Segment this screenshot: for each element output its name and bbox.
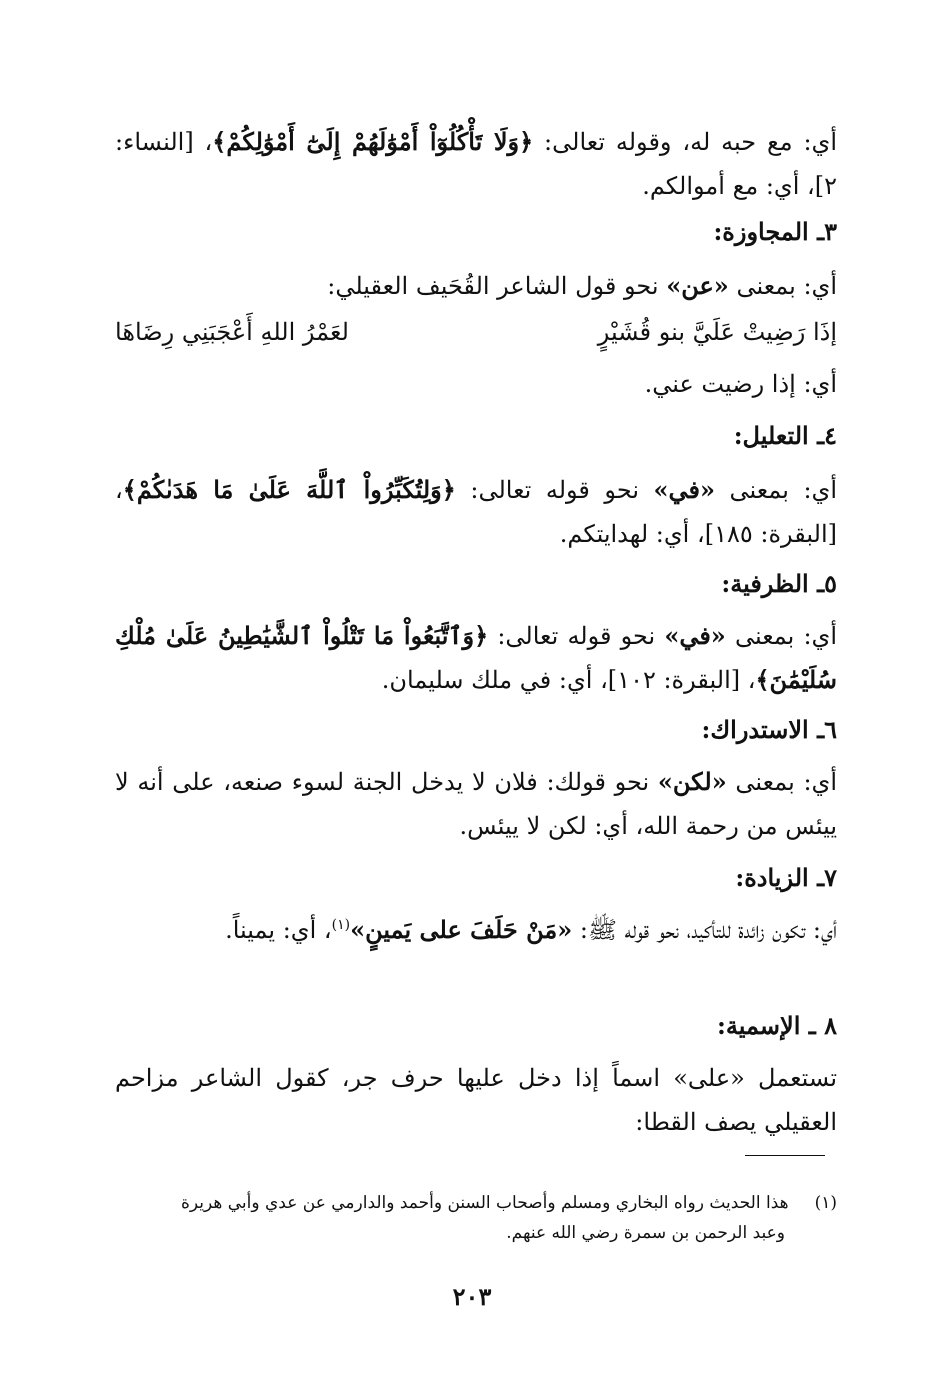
paragraph-text: أي: بمعنى: [728, 272, 837, 300]
paragraph-text: ، [البقرة: ١٨٥]، أي: لهدايتكم.: [115, 476, 837, 548]
paragraph-text: نحو قول الشاعر القُحَيف العقيلي:: [327, 272, 667, 300]
section-heading-ismiyya: ٨ ـ الإسمية:: [717, 1011, 837, 1040]
paragraph-explanation: أي: إذا رضيت عني.: [644, 370, 837, 398]
footnote-text-line2: وعبد الرحمن بن سمرة رضي الله عنهم.: [506, 1223, 785, 1243]
footnote: [115, 1188, 837, 1248]
paragraph-an: [115, 264, 837, 308]
section-heading-ziyada: ٧ـ الزيادة:: [735, 863, 837, 892]
section-heading-istidrak: ٦ـ الاستدراك:: [701, 715, 837, 744]
verse-hemistich-first: إذَا رَضِيتْ عَلَيَّ بنو قُشَيْرٍ: [597, 318, 837, 346]
paragraph-with-baqara-102: [115, 614, 837, 702]
verse-hemistich-second: لعَمْرُ اللهِ أَعْجَبَنِي رِضَاهَا: [115, 318, 349, 346]
emphasis-word: «عن»: [666, 271, 729, 300]
paragraph-text: أي: بمعنى: [715, 476, 837, 504]
page-number: ٢٠٣: [452, 1282, 492, 1311]
hadith-quote: «مَنْ حَلَفَ على يَمينٍ»: [350, 915, 573, 944]
section-heading-mujawaza: ٣ـ المجاوزة:: [713, 217, 837, 246]
paragraph-text: أي: تكون زائدة للتأكيد، نحو قوله ﷺ:: [572, 916, 837, 944]
section-heading-taalil: ٤ـ التعليل:: [733, 421, 837, 450]
footnote-number: (١): [814, 1193, 837, 1213]
paragraph-text: أي: مع حبه له، وقوله تعالى:: [533, 128, 837, 156]
emphasis-word: «في»: [653, 475, 716, 504]
footnote-reference[interactable]: (١): [331, 917, 351, 933]
quran-verse-baqara-185: ﴿وَلِتُكَبِّرُواْ ٱللَّهَ عَلَىٰ مَا هَدَىٰكُمْ﴾: [122, 475, 456, 504]
paragraph-text: ، [النساء: ٢]، أي: مع أموالكم.: [115, 128, 837, 200]
paragraph-lakin: [115, 760, 837, 848]
emphasis-word: «لكن»: [657, 767, 727, 796]
poetry-verse: [115, 312, 837, 352]
quran-verse-nisa: ﴿وَلَا تَأْكُلُوٓاْ أَمْوَٰلَهُمْ إِلَىٰٓ أَمْوَٰلِكُمْ﴾: [212, 127, 534, 156]
paragraph-text: أي: بمعنى: [725, 622, 837, 650]
emphasis-word: «في»: [664, 621, 726, 650]
paragraph-text: نحو قوله تعالى:: [455, 476, 654, 504]
paragraph-text: أي: بمعنى: [726, 768, 837, 796]
paragraph-with-hadith: [115, 908, 837, 952]
paragraph-text: نحو قولك: فلان لا يدخل الجنة لسوء صنعه، على أنه لا ييئس من رحمة الله، أي: لكن لا ييئس.: [115, 768, 837, 840]
section-heading-zarfiyya: ٥ـ الظرفية:: [721, 569, 837, 598]
paragraph-with-baqara-185: [115, 468, 837, 556]
paragraph-with-nisa-verse: [115, 120, 837, 208]
footnote-divider: [745, 1155, 825, 1156]
paragraph-text: ، [البقرة: ١٠٢]، أي: في ملك سليمان.: [381, 666, 756, 694]
paragraph-ala-ism: تستعمل «على» اسماً إذا دخل عليها حرف جر، كقول الشاعر مزاحم العقيلي يصف القطا:: [115, 1064, 837, 1136]
paragraph-text: نحو قوله تعالى:: [488, 622, 665, 650]
quran-verse-baqara-102: ﴿وَٱتَّبَعُواْ مَا تَتْلُواْ ٱلشَّيَٰطِينُ عَلَىٰ مُلْكِ سُلَيْمَٰنَ﴾: [115, 621, 837, 694]
footnote-text-line1: هذا الحديث رواه البخاري ومسلم وأصحاب السنن وأحمد والدارمي عن عدي وأبي هريرة: [180, 1193, 789, 1213]
paragraph-text: ، أي: يميناً.: [225, 916, 332, 944]
